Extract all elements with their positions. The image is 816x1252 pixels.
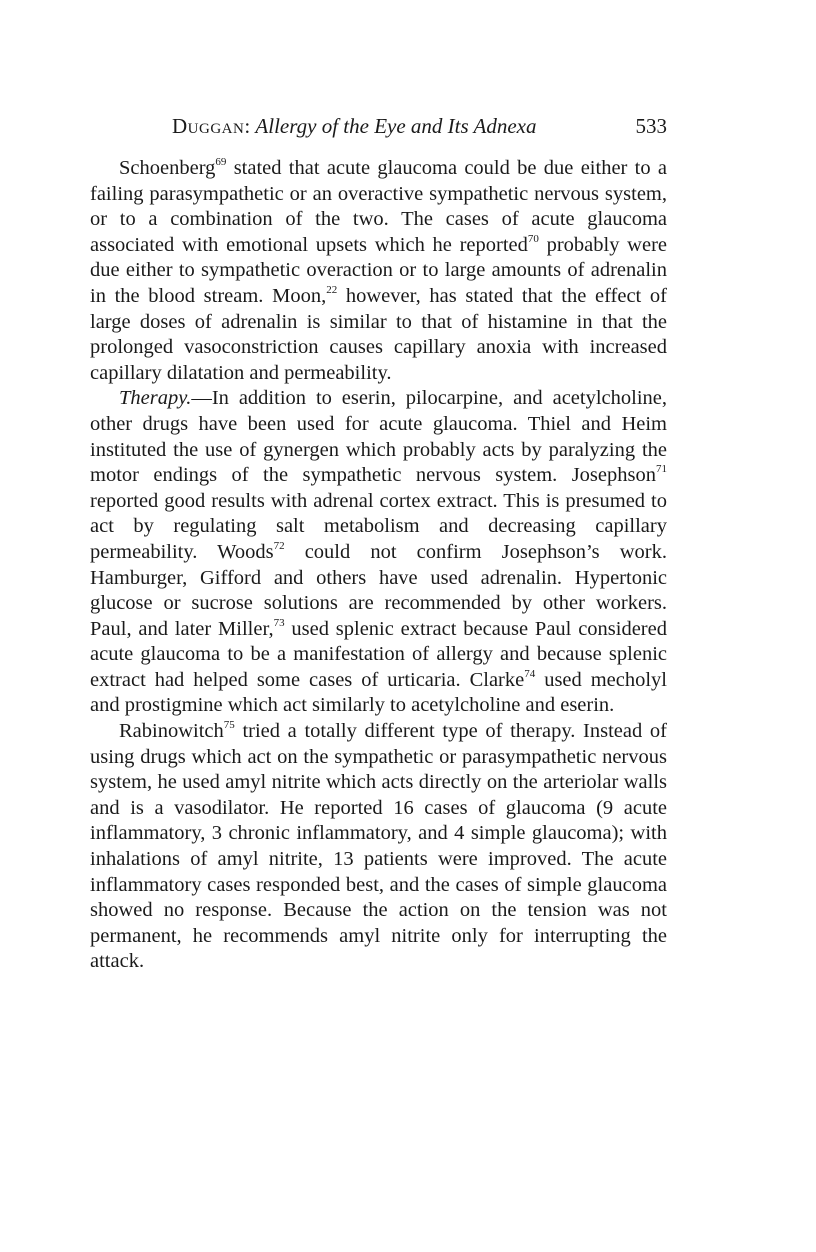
reference-number: 69 <box>215 156 227 168</box>
text-run: probably were due either to sympathetic overaction or to large amounts of adrenalin in the blood stream. Moon, <box>90 233 667 307</box>
reference-number: 71 <box>656 463 667 476</box>
article-body <box>90 156 667 975</box>
text-run: reported good results with adrenal cortex extract. This is presumed to act by regulating salt metabolism and decreasing capillary permeability. Woods <box>90 489 667 563</box>
header-article-title: Allergy of the Eye and Its Adnexa <box>255 114 537 138</box>
text-run: used splenic extract because Paul considered acute glaucoma to be a manifestation of allergy and because splenic extract had helped some cases of urticaria. Clarke <box>90 617 667 691</box>
section-heading-therapy: Therapy. <box>119 387 192 410</box>
text-run: stated that acute glaucoma could be due either to a failing parasympathetic or an overactive sympathetic nervous system, or to a combination of the two. The cases of acute glaucoma associated with emotional upsets which he reported <box>90 157 667 256</box>
text-run: used mecholyl and prostigmine which act similarly to acetylcholine and eserin. <box>90 668 667 717</box>
text-run: however, has stated that the effect of large doses of adrenalin is similar to that of histamine in that the prolonged vasoconstriction causes capillary anoxia with increased capillary dilatation and permeability. <box>90 284 667 384</box>
reference-number: 75 <box>223 719 235 732</box>
text-run: Rabinowitch <box>119 720 224 743</box>
running-header <box>172 112 667 140</box>
running-title <box>172 112 537 140</box>
text-run: could not confirm Josephson’s work. Hamburger, Gifford and others have used adrenalin. Hypertonic glucose or sucrose solutions are recommended by other workers. Paul, and later Miller, <box>90 540 667 640</box>
text-run: Schoenberg <box>119 157 216 179</box>
reference-number: 72 <box>273 539 285 552</box>
reference-number: 70 <box>527 232 539 245</box>
header-separator: : <box>244 114 256 138</box>
reference-number: 74 <box>524 667 536 680</box>
header-author: Duggan <box>172 114 245 138</box>
reference-number: 73 <box>273 616 285 629</box>
paragraph-rabinowitch <box>90 719 667 975</box>
paragraph-therapy <box>90 386 667 719</box>
reference-number: 22 <box>326 283 338 296</box>
paragraph-schoenberg <box>90 156 667 386</box>
page-number: 533 <box>635 114 667 138</box>
text-run: —In addition to eserin, pilocarpine, and acetylcholine, other drugs have been used for acute glaucoma. Thiel and Heim instituted the use of gynergen which probably acts by paralyzing the motor endings of the sympathetic nervous system. Josephson <box>90 387 667 487</box>
text-run: tried a totally different type of therapy. Instead of using drugs which act on the sympathetic or parasympathetic nervous system, he used amyl nitrite which acts directly on the arteriolar walls and is a vasodilator. He reported 16 cases of glaucoma (9 acute inflammatory, 3 chronic inflammatory, and 4 simple glaucoma); with inhalations of amyl nitrite, 13 patients were improved. The acute inflammatory cases responded best, and the cases of simple glaucoma showed no response. Because the action on the tension was not permanent, he recommends amyl nitrite only for interrupting the attack. <box>90 720 667 973</box>
